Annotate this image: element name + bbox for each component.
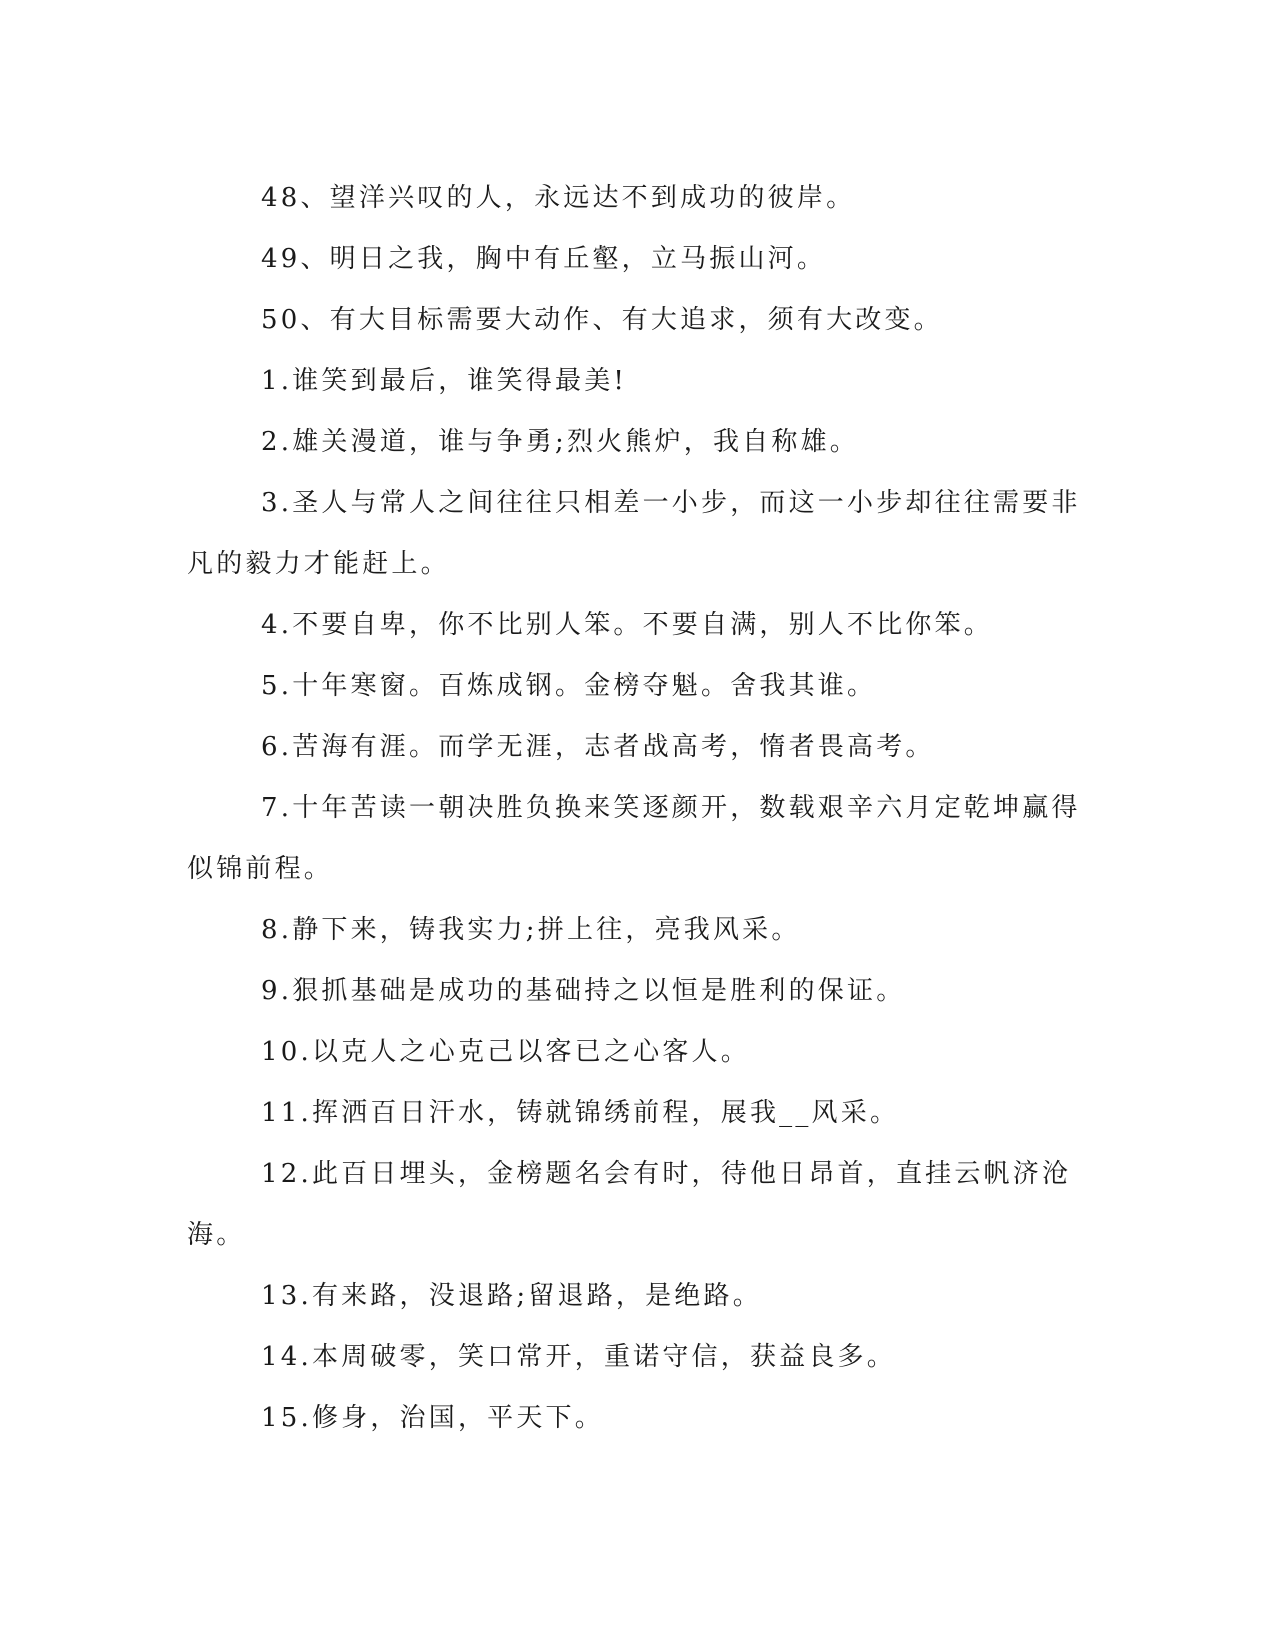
paragraph-2: 2.雄关漫道，谁与争勇;烈火熊炉，我自称雄。 xyxy=(261,427,859,457)
document-body xyxy=(187,168,1087,1449)
paragraph-3: 3.圣人与常人之间往往只相差一小步，而这一小步却往往需要非凡的毅力才能赶上。 xyxy=(187,488,1081,579)
paragraph-12: 12.此百日埋头，金榜题名会有时，待他日昂首，直挂云帆济沧海。 xyxy=(187,1159,1072,1250)
paragraph-49: 49、明日之我，胸中有丘壑，立马振山河。 xyxy=(261,244,827,274)
paragraph-13: 13.有来路，没退路;留退路，是绝路。 xyxy=(261,1281,762,1311)
paragraph-14: 14.本周破零，笑口常开，重诺守信，获益良多。 xyxy=(261,1342,896,1372)
paragraph-5: 5.十年寒窗。百炼成钢。金榜夺魁。舍我其谁。 xyxy=(261,671,877,701)
paragraph-11: 11.挥洒百日汗水，铸就锦绣前程，展我__风采。 xyxy=(261,1098,900,1128)
paragraph-8: 8.静下来，铸我实力;拼上往，亮我风采。 xyxy=(261,915,801,945)
paragraph-7: 7.十年苦读一朝决胜负换来笑逐颜开，数载艰辛六月定乾坤赢得似锦前程。 xyxy=(187,793,1081,884)
paragraph-48: 48、望洋兴叹的人，永远达不到成功的彼岸。 xyxy=(261,183,856,213)
paragraph-50: 50、有大目标需要大动作、有大追求，须有大改变。 xyxy=(261,305,943,335)
paragraph-15: 15.修身，治国，平天下。 xyxy=(261,1403,604,1433)
paragraph-10: 10.以克人之心克己以客已之心客人。 xyxy=(261,1037,750,1067)
paragraph-6: 6.苦海有涯。而学无涯，志者战高考，惰者畏高考。 xyxy=(261,732,935,762)
paragraph-1: 1.谁笑到最后，谁笑得最美! xyxy=(261,366,628,396)
paragraph-4: 4.不要自卑，你不比别人笨。不要自满，别人不比你笨。 xyxy=(261,610,994,640)
paragraph-9: 9.狠抓基础是成功的基础持之以恒是胜利的保证。 xyxy=(261,976,906,1006)
